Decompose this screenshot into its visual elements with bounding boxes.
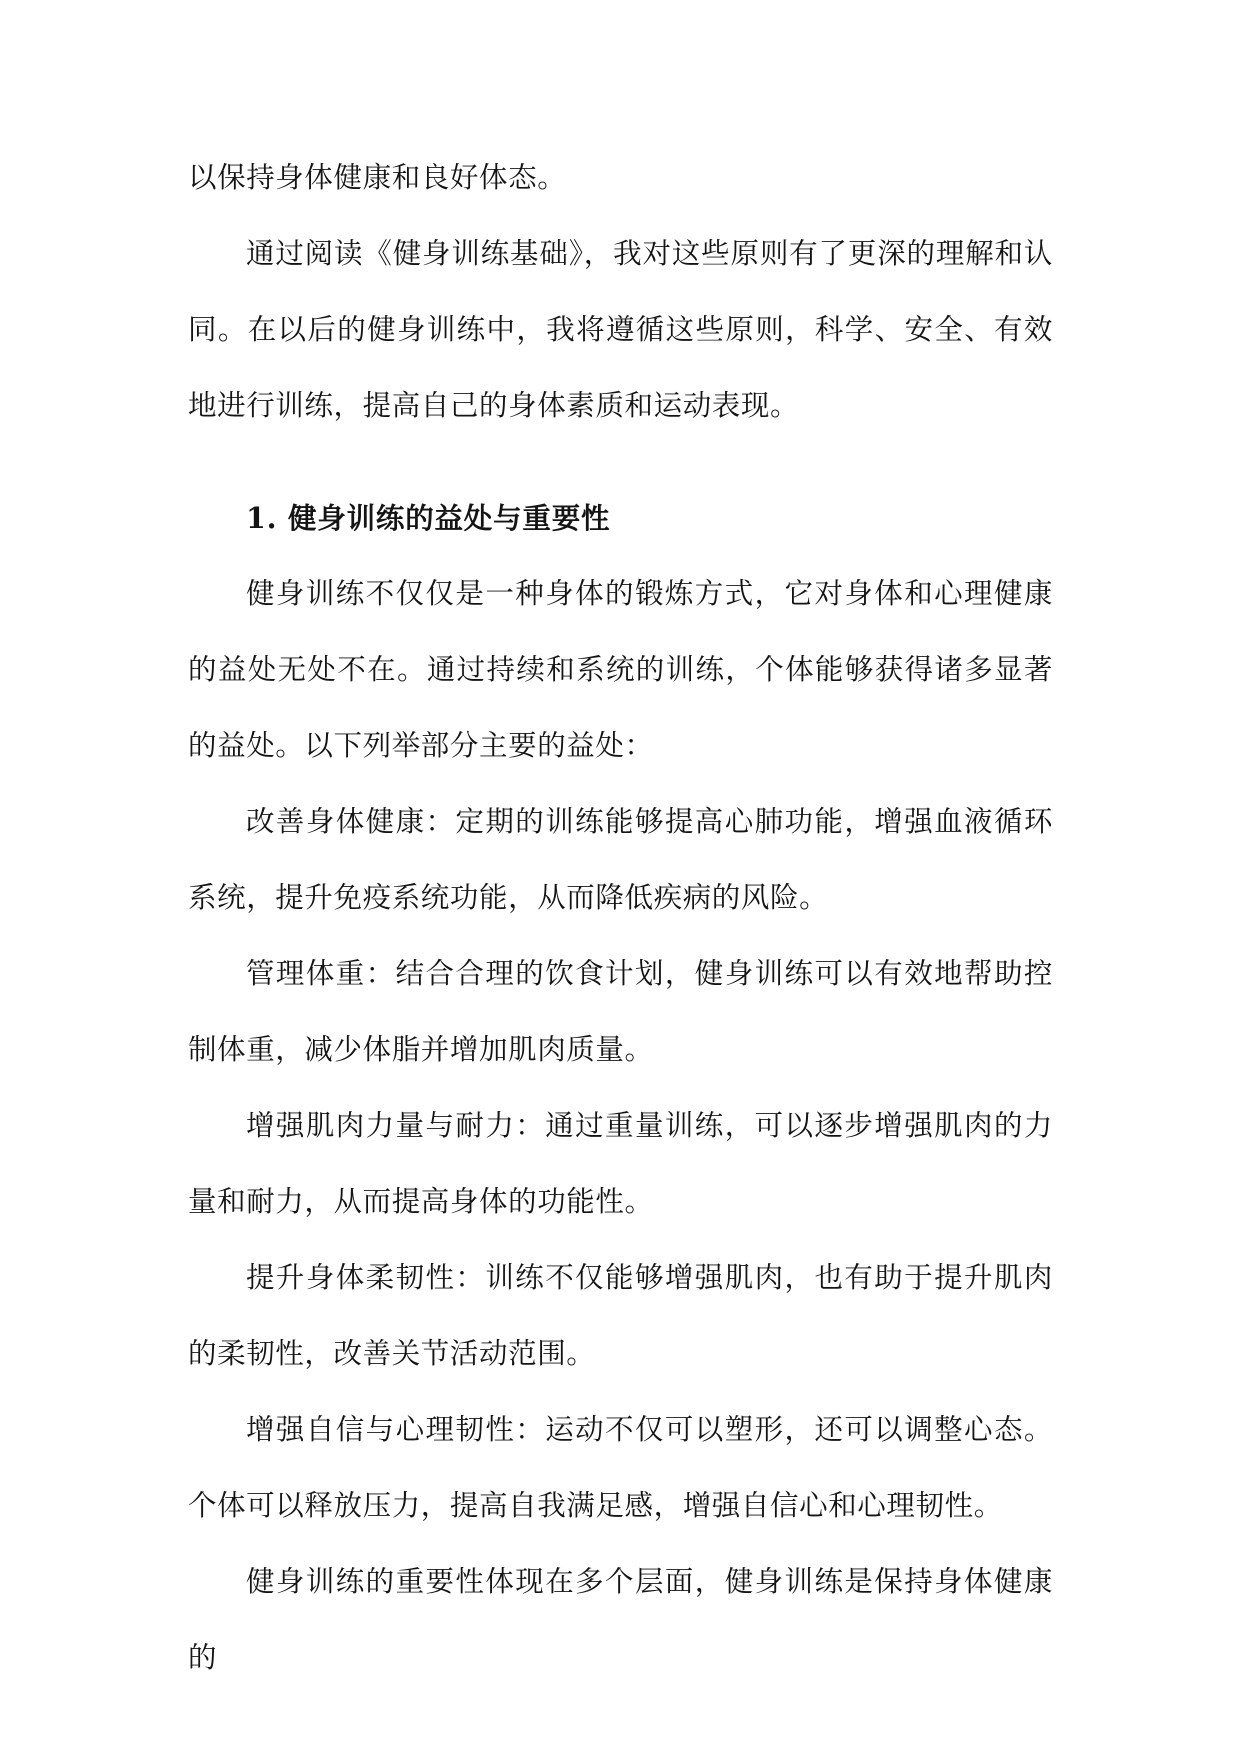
paragraph-continuation: 以保持身体健康和良好体态。 [188,161,567,194]
paragraph-benefit-flexibility: 提升身体柔韧性：训练不仅能够增强肌肉，也有助于提升肌肉的柔韧性，改善关节活动范围。 [188,1261,1053,1370]
paragraph-benefits-intro: 健身训练不仅仅是一种身体的锻炼方式，它对身体和心理健康的益处无处不在。通过持续和系统的训练，个体能够获得诸多显著的益处。以下列举部分主要的益处： [188,577,1053,762]
paragraph-benefit-strength: 增强肌肉力量与耐力：通过重量训练，可以逐步增强肌肉的力量和耐力，从而提高身体的功能性。 [188,1109,1053,1218]
section-title: 健身训练的益处与重要性 [288,501,611,535]
paragraph-benefit-health: 改善身体健康：定期的训练能够提高心肺功能，增强血液循环系统，提升免疫系统功能，从而降低疾病的风险。 [188,805,1053,914]
section-number: 1. [246,501,278,535]
paragraph-importance: 健身训练的重要性体现在多个层面，健身训练是保持身体健康的 [188,1565,1053,1674]
document-body [188,140,1053,1696]
paragraph-benefit-confidence: 增强自信与心理韧性：运动不仅可以塑形，还可以调整心态。个体可以释放压力，提高自我满足感，增强自信心和心理韧性。 [188,1413,1053,1522]
section-heading [188,480,1053,556]
paragraph-benefit-weight: 管理体重：结合合理的饮食计划，健身训练可以有效地帮助控制体重，减少体脂并增加肌肉质量。 [188,957,1053,1066]
paragraph-reading-reflection: 通过阅读《健身训练基础》，我对这些原则有了更深的理解和认同。在以后的健身训练中，我将遵循这些原则，科学、安全、有效地进行训练，提高自己的身体素质和运动表现。 [188,237,1053,422]
